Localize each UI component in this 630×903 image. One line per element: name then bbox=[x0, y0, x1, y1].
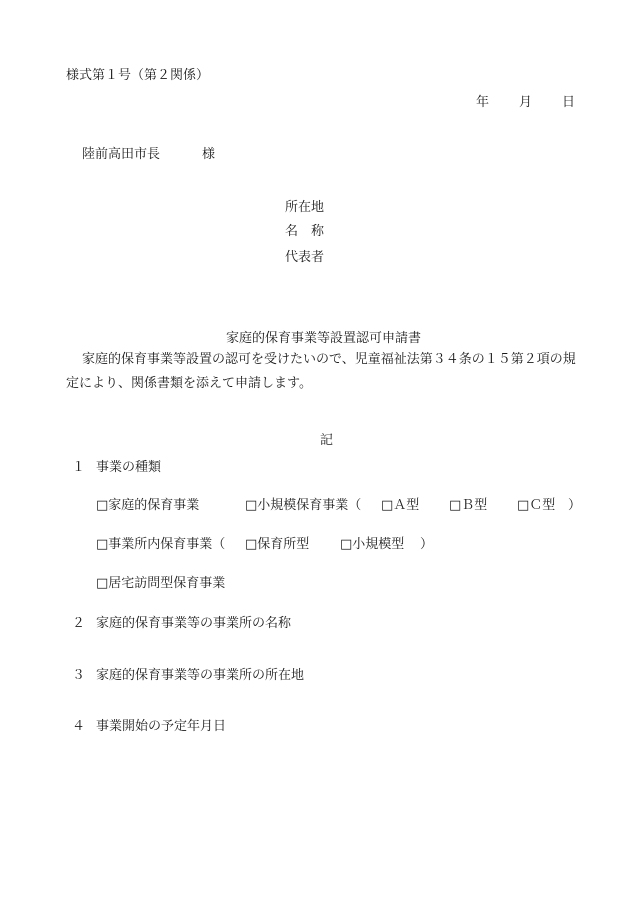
option-katei[interactable]: □家庭的保育事業 bbox=[96, 498, 200, 513]
option-hoikusho[interactable]: □保育所型 bbox=[245, 537, 310, 552]
addressee-name: 陸前高田市長 bbox=[82, 147, 161, 162]
option-type-c[interactable]: □Ｃ型 bbox=[517, 498, 556, 513]
date-day: 日 bbox=[562, 95, 576, 110]
item-3-label: 家庭的保育事業等の事業所の所在地 bbox=[96, 668, 305, 683]
body-text: 家庭的保育事業等設置の認可を受けたいので、児童福祉法第３４条の１５第２項の規定により、関係書類を添えて申請します。 bbox=[66, 352, 576, 391]
item-3 bbox=[72, 668, 304, 684]
date-line bbox=[476, 95, 575, 111]
item-2-label: 家庭的保育事業等の事業所の名称 bbox=[96, 616, 292, 631]
item-1 bbox=[72, 460, 161, 476]
document-title: 家庭的保育事業等設置認可申請書 bbox=[226, 331, 422, 346]
option-row-2-close: ） bbox=[420, 537, 434, 552]
option-row-1-close: ） bbox=[568, 498, 582, 513]
applicant-representative-label: 代表者 bbox=[285, 250, 325, 265]
addressee bbox=[82, 147, 215, 163]
applicant-name-label: 名 称 bbox=[285, 224, 325, 239]
applicant-address-label: 所在地 bbox=[285, 200, 325, 215]
date-month: 月 bbox=[519, 95, 533, 110]
item-3-number: ３ bbox=[72, 668, 86, 683]
option-kyotaku[interactable]: □居宅訪問型保育事業 bbox=[96, 576, 226, 591]
addressee-honorific: 様 bbox=[202, 147, 216, 162]
option-shokibo[interactable]: □小規模保育事業（ bbox=[245, 498, 362, 513]
item-4 bbox=[72, 719, 226, 735]
item-2 bbox=[72, 616, 291, 632]
date-year: 年 bbox=[476, 95, 490, 110]
item-1-number: １ bbox=[72, 460, 86, 475]
item-4-number: ４ bbox=[72, 719, 86, 734]
option-shokibo-gata[interactable]: □小規模型 bbox=[340, 537, 405, 552]
ki-label: 記 bbox=[320, 433, 334, 448]
option-type-a[interactable]: □Ａ型 bbox=[381, 498, 420, 513]
item-2-number: ２ bbox=[72, 616, 86, 631]
option-jigyosho[interactable]: □事業所内保育事業（ bbox=[96, 537, 226, 552]
item-1-label: 事業の種類 bbox=[96, 460, 162, 475]
option-type-b[interactable]: □Ｂ型 bbox=[449, 498, 488, 513]
item-4-label: 事業開始の予定年月日 bbox=[96, 719, 227, 734]
form-number: 様式第１号（第２関係） bbox=[66, 68, 210, 83]
